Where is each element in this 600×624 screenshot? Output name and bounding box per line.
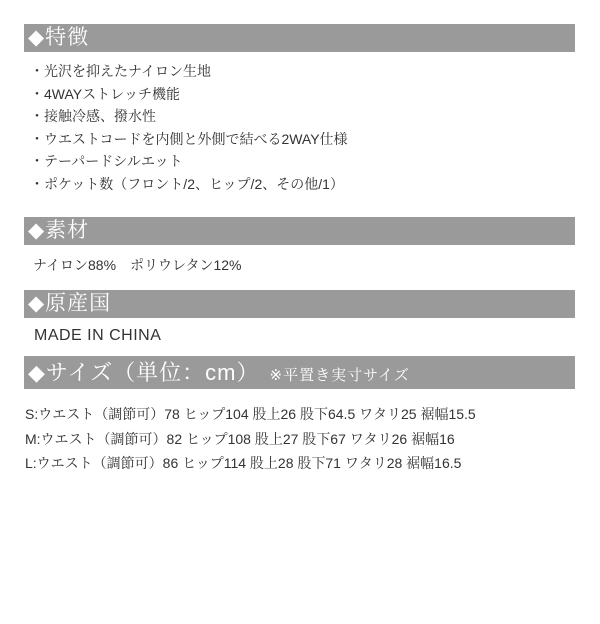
size-row-s: S:ウエスト（調節可）78 ヒップ104 股上26 股下64.5 ワタリ25 裾幅15.5 xyxy=(25,406,476,422)
feature-item: ・4WAYストレッチ機能 xyxy=(30,85,180,102)
section-heading-origin: ◆原産国 xyxy=(24,290,575,318)
size-table xyxy=(25,402,600,476)
feature-item: ・ポケット数（フロント/2、ヒップ/2、その他/1） xyxy=(30,175,344,192)
feature-item: ・光沢を抑えたナイロン生地 xyxy=(30,63,212,79)
country-of-origin-text: MADE IN CHINA xyxy=(34,327,162,344)
features-list xyxy=(30,60,600,195)
size-heading-text: ◆サイズ（単位：cm） xyxy=(28,360,260,385)
section-heading-material: ◆素材 xyxy=(24,217,575,245)
material-composition-text: ナイロン88% ポリウレタン12% xyxy=(33,257,242,273)
feature-item: ・テーパードシルエット xyxy=(30,153,183,169)
feature-item: ・ウエストコードを内側と外側で結べる2WAY仕様 xyxy=(30,130,348,147)
feature-item: ・接触冷感、撥水性 xyxy=(30,108,156,124)
size-heading-note: ※平置き実寸サイズ xyxy=(269,367,410,384)
section-heading-size xyxy=(24,356,575,389)
size-row-l: L:ウエスト（調節可）86 ヒップ114 股上28 股下71 ワタリ28 裾幅16.5 xyxy=(25,455,462,471)
section-heading-features: ◆特徴 xyxy=(24,24,575,52)
product-spec-page xyxy=(0,24,600,624)
size-row-m: M:ウエスト（調節可）82 ヒップ108 股上27 股下67 ワタリ26 裾幅16 xyxy=(25,430,455,447)
